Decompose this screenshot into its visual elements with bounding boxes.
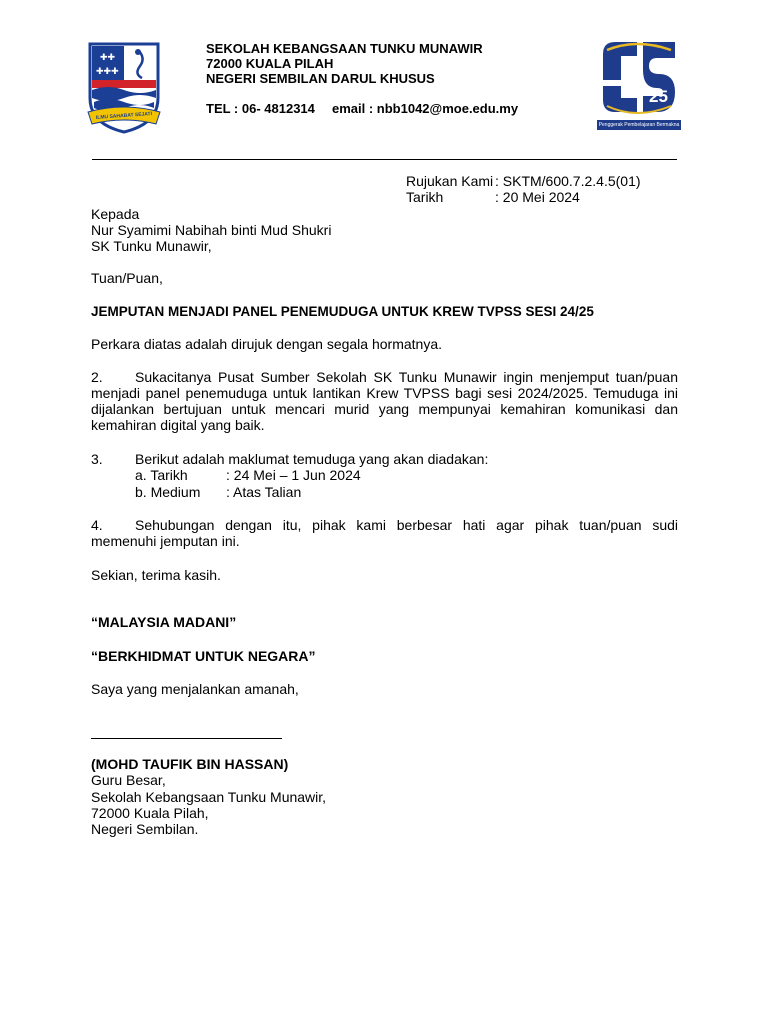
signatory-state: Negeri Sembilan. <box>91 821 199 837</box>
opening-line: Perkara diatas adalah dirujuk dengan segala hormatnya. <box>91 336 443 352</box>
date-label: Tarikh <box>406 189 444 205</box>
logo-caption: Penggerak Pembelajaran Bermakna <box>598 122 680 128</box>
detail-medium-label: b. Medium <box>135 484 201 500</box>
svg-text:✚✚: ✚✚ <box>100 53 116 63</box>
salutation: Tuan/Puan, <box>91 270 163 286</box>
slogan-malaysia-madani: “MALAYSIA MADANI” <box>91 614 237 630</box>
school-crest <box>86 40 162 134</box>
transformasi-logo <box>597 36 681 130</box>
reference-value: : SKTM/600.7.2.4.5(01) <box>495 173 641 189</box>
reference-label: Rujukan Kami <box>406 173 494 189</box>
letter-subject: JEMPUTAN MENJADI PANEL PENEMUDUGA UNTUK KREW TVPSS SESI 24/25 <box>91 304 594 319</box>
signature-line <box>91 738 282 739</box>
recipient-kepada: Kepada <box>91 206 140 222</box>
school-name: SEKOLAH KEBANGSAAN TUNKU MUNAWIR <box>206 41 483 56</box>
detail-medium-value: : Atas Talian <box>226 484 302 500</box>
header-divider <box>92 159 677 160</box>
signatory-name: (MOHD TAUFIK BIN HASSAN) <box>91 756 289 772</box>
closing-line: Sekian, terima kasih. <box>91 567 221 583</box>
paragraph-3-number: 3. <box>91 451 103 467</box>
paragraph-2-text: Sukacitanya Pusat Sumber Sekolah SK Tunku Munawir ingin menjemput tuan/puan menjadi panel penemuduga untuk lantikan Krew TVPSS bagi sesi 2024/2025. Temuduga ini dijalankan bertujuan untuk mencari murid yang mempunyai kemahiran komunikasi dan kemahiran digital yang baik. <box>91 369 678 433</box>
paragraph-4-text: Sehubungan dengan itu, pihak kami berbesar hati agar pihak tuan/puan sudi memenuhi jemputan ini. <box>91 517 678 549</box>
transformasi-logo-icon <box>597 36 681 130</box>
recipient-school: SK Tunku Munawir, <box>91 238 212 254</box>
crest-motto: ILMU SAHABAT SEJATI <box>95 111 153 121</box>
recipient-name: Nur Syamimi Nabihah binti Mud Shukri <box>91 222 332 238</box>
amanah-line: Saya yang menjalankan amanah, <box>91 681 299 697</box>
slogan-berkhidmat: “BERKHIDMAT UNTUK NEGARA” <box>91 648 316 664</box>
address-line-1: 72000 KUALA PILAH <box>206 56 334 71</box>
signatory-school: Sekolah Kebangsaan Tunku Munawir, <box>91 789 327 805</box>
paragraph-4 <box>91 517 678 549</box>
paragraph-2-number: 2. <box>91 369 103 385</box>
email-address: email : nbb1042@moe.edu.my <box>332 101 519 116</box>
logo-number: 25 <box>649 87 668 106</box>
paragraph-3-text: Berikut adalah maklumat temuduga yang akan diadakan: <box>135 451 489 467</box>
tel-number: TEL : 06- 4812314 <box>206 101 315 116</box>
detail-date-value: : 24 Mei – 1 Jun 2024 <box>226 467 361 483</box>
svg-text:✚✚✚: ✚✚✚ <box>96 67 119 77</box>
signatory-city: 72000 Kuala Pilah, <box>91 805 209 821</box>
date-value: : 20 Mei 2024 <box>495 189 580 205</box>
address-line-2: NEGERI SEMBILAN DARUL KHUSUS <box>206 71 435 86</box>
detail-date-label: a. Tarikh <box>135 467 188 483</box>
paragraph-2 <box>91 369 678 433</box>
signatory-title: Guru Besar, <box>91 772 166 788</box>
paragraph-4-number: 4. <box>91 517 103 533</box>
